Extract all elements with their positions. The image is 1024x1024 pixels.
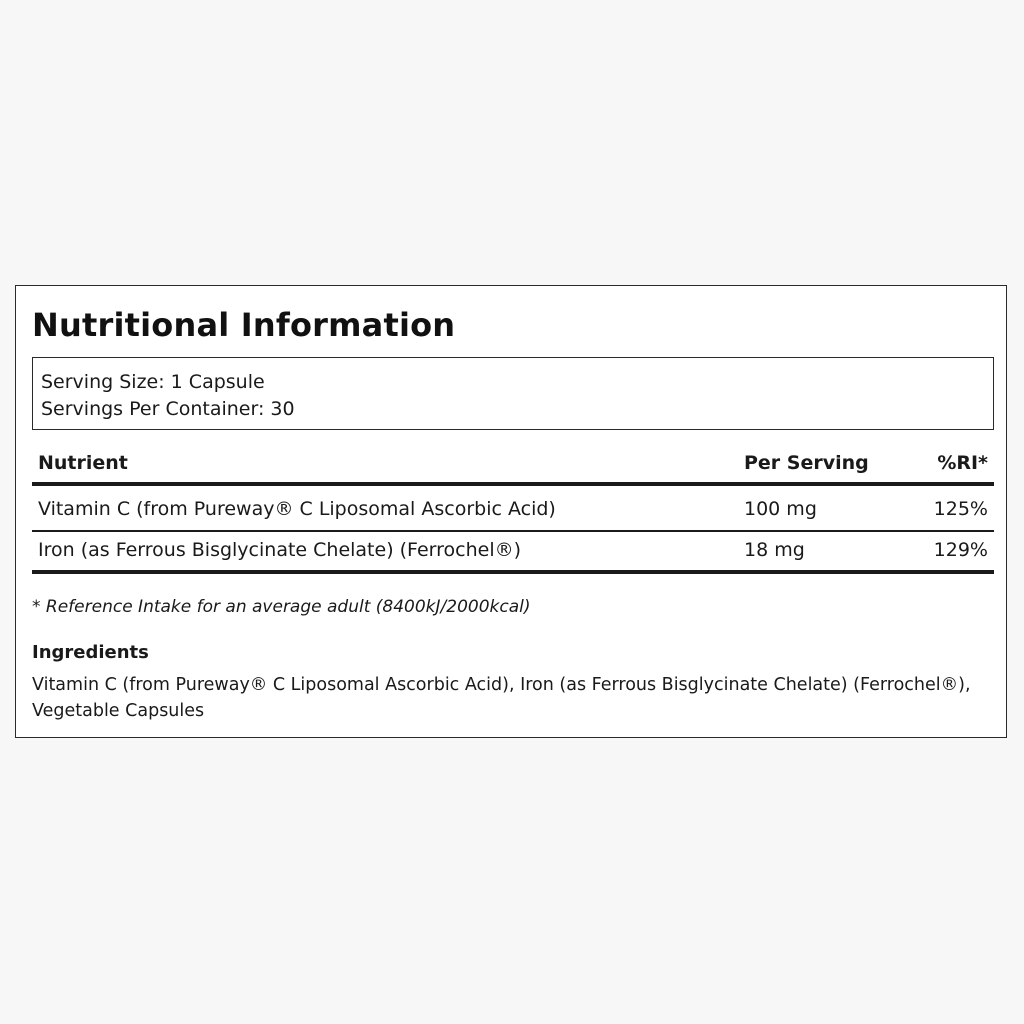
serving-size: Serving Size: 1 Capsule	[41, 371, 265, 393]
nutrition-panel	[15, 285, 1007, 738]
row-nutrient: Vitamin C (from Pureway® C Liposomal Ascorbic Acid)	[38, 498, 556, 520]
row-per-serving: 18 mg	[744, 538, 805, 561]
table-header-row	[32, 446, 994, 482]
nutrient-table	[32, 446, 994, 574]
ingredients-heading: Ingredients	[32, 642, 149, 663]
page-title: Nutritional Information	[32, 306, 456, 344]
serving-info-box	[32, 357, 994, 430]
table-row	[32, 486, 994, 530]
header-per-serving: Per Serving	[744, 452, 869, 474]
row-per-serving: 100 mg	[744, 498, 817, 520]
row-nutrient: Iron (as Ferrous Bisglycinate Chelate) (Ferrochel®)	[38, 538, 522, 561]
table-row	[32, 532, 994, 570]
ri-footnote: * Reference Intake for an average adult (8400kJ/2000kcal)	[32, 597, 531, 617]
row-ri: 125%	[933, 498, 988, 520]
servings-per-container: Servings Per Container: 30	[41, 398, 295, 420]
row-ri: 129%	[933, 538, 988, 561]
table-bottom-divider	[32, 570, 994, 574]
ingredients-text: Vitamin C (from Pureway® C Liposomal Ascorbic Acid), Iron (as Ferrous Bisglycinate Chelate) (Ferrochel®), Vegetable Capsules	[32, 675, 971, 721]
header-ri: %RI*	[937, 452, 988, 474]
header-nutrient: Nutrient	[38, 452, 128, 474]
